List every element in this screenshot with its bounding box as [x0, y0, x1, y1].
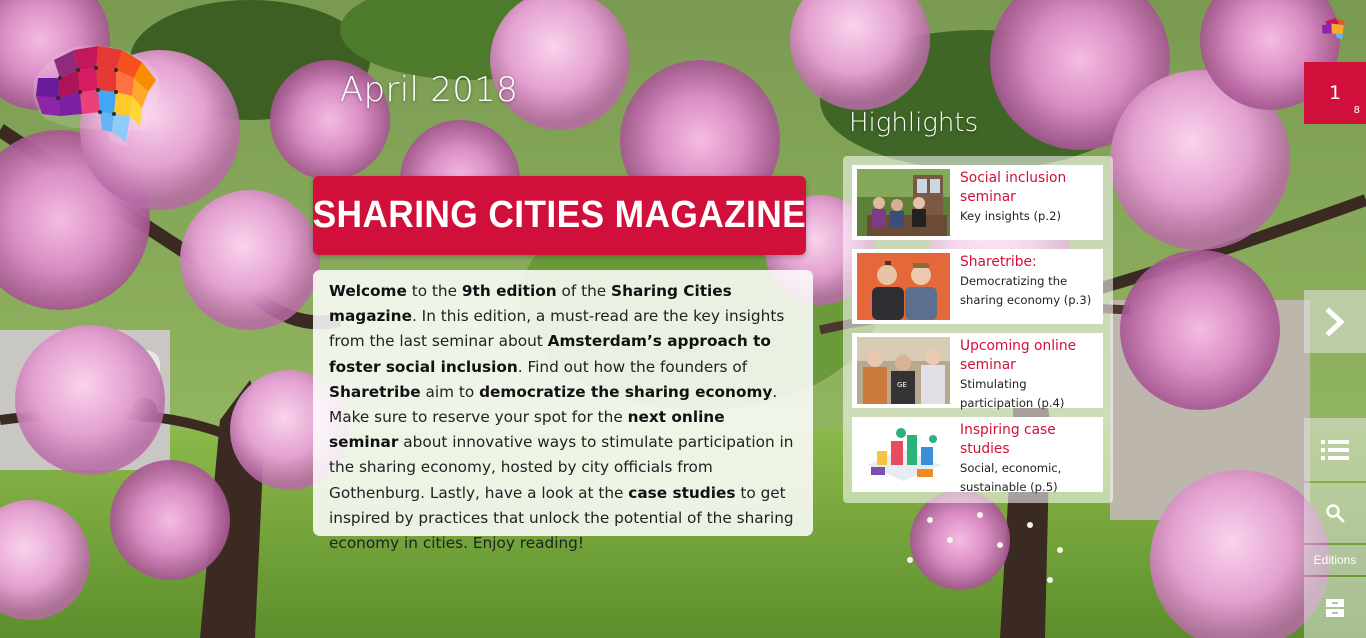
highlight-title: Social inclusion	[960, 170, 1067, 186]
highlight-title: Upcoming online	[960, 338, 1077, 354]
editions-label: Editions	[1313, 553, 1357, 567]
edition-date: April 2018	[340, 70, 519, 110]
highlight-title: Inspiring case	[960, 422, 1056, 438]
editions-button[interactable]	[1304, 545, 1366, 575]
intro-text-segment: about innovative ways to stimulate participation in the sharing economy, hosted by city officials from Gothenburg. Lastly, have a look at the	[329, 433, 794, 502]
page-indicator[interactable]	[1304, 62, 1366, 124]
chevron-right-icon	[1322, 307, 1348, 337]
highlights-heading: Highlights	[849, 108, 979, 138]
highlight-subtitle: Democratizing the	[960, 274, 1068, 288]
intro-text-segment: Welcome	[329, 282, 407, 300]
intro-text-segment: case studies	[628, 483, 736, 502]
highlight-subtitle: participation (p.4)	[960, 396, 1065, 410]
intro-text-segment: . Find out how the founders of	[517, 357, 748, 376]
intro-text-segment: Sharetribe	[329, 382, 421, 401]
sharing-cities-logo[interactable]	[30, 42, 162, 146]
small-logo-icon[interactable]	[1320, 17, 1350, 41]
highlight-subtitle: sharing economy (p.3)	[960, 293, 1092, 307]
next-page-button[interactable]	[1304, 290, 1366, 353]
archive-button[interactable]	[1304, 577, 1366, 638]
intro-paragraph	[313, 270, 813, 553]
city-illustration-thumbnail	[857, 421, 950, 488]
intro-text-segment: Sharing Cities magazine	[329, 282, 732, 326]
search-button[interactable]	[1304, 483, 1366, 543]
highlight-title: studies	[960, 441, 1010, 457]
highlight-item-text	[954, 165, 1066, 226]
highlight-item-text	[954, 417, 1061, 497]
highlight-subtitle: Social, economic,	[960, 461, 1062, 475]
search-icon	[1325, 503, 1345, 523]
founders-photo-thumbnail	[857, 253, 950, 320]
archive-icon	[1324, 597, 1346, 619]
highlight-item-text	[954, 249, 1091, 310]
officials-photo-thumbnail	[857, 337, 950, 404]
intro-text-segment: . In this edition, a must-read are the key insights from the last seminar about	[329, 307, 785, 351]
highlight-item-online-seminar[interactable]	[852, 333, 1103, 408]
magazine-title: SHARING CITIES MAGAZINE	[312, 194, 807, 236]
highlight-item-case-studies[interactable]	[852, 417, 1103, 492]
intro-text-segment: 9th edition	[461, 282, 557, 300]
highlight-item-text	[954, 333, 1076, 413]
current-page-number: 1	[1328, 82, 1342, 104]
intro-text-segment: of the	[556, 282, 612, 300]
highlight-title: seminar	[960, 357, 1016, 373]
highlight-subtitle: Key insights (p.2)	[960, 209, 1061, 223]
table-of-contents-button[interactable]	[1304, 418, 1366, 481]
intro-text-segment: democratize the sharing economy	[479, 382, 773, 401]
intro-text-segment: aim to	[420, 382, 480, 401]
intro-text-segment: . Make sure to reserve your spot for the	[329, 382, 778, 427]
svg-text:GE: GE	[897, 381, 907, 389]
intro-text-segment: Amsterdam’s approach to foster social inclusion	[329, 332, 771, 376]
intro-text-segment: to the	[406, 282, 462, 300]
total-pages-number: 8	[1353, 105, 1360, 116]
list-icon	[1320, 438, 1350, 462]
intro-text-segment: next online seminar	[329, 408, 725, 452]
highlight-title: Sharetribe:	[960, 254, 1037, 270]
intro-text-segment: to get inspired by practices that unlock the potential of the sharing economy in cities. Enjoy reading!	[329, 483, 794, 553]
highlight-item-sharetribe[interactable]	[852, 249, 1103, 324]
magazine-title-banner	[313, 176, 806, 255]
highlight-item-social-inclusion[interactable]	[852, 165, 1103, 240]
highlight-title: seminar	[960, 189, 1016, 205]
seminar-photo-thumbnail	[857, 169, 950, 236]
highlight-subtitle: Stimulating	[960, 377, 1027, 391]
highlight-subtitle: sustainable (p.5)	[960, 480, 1058, 494]
